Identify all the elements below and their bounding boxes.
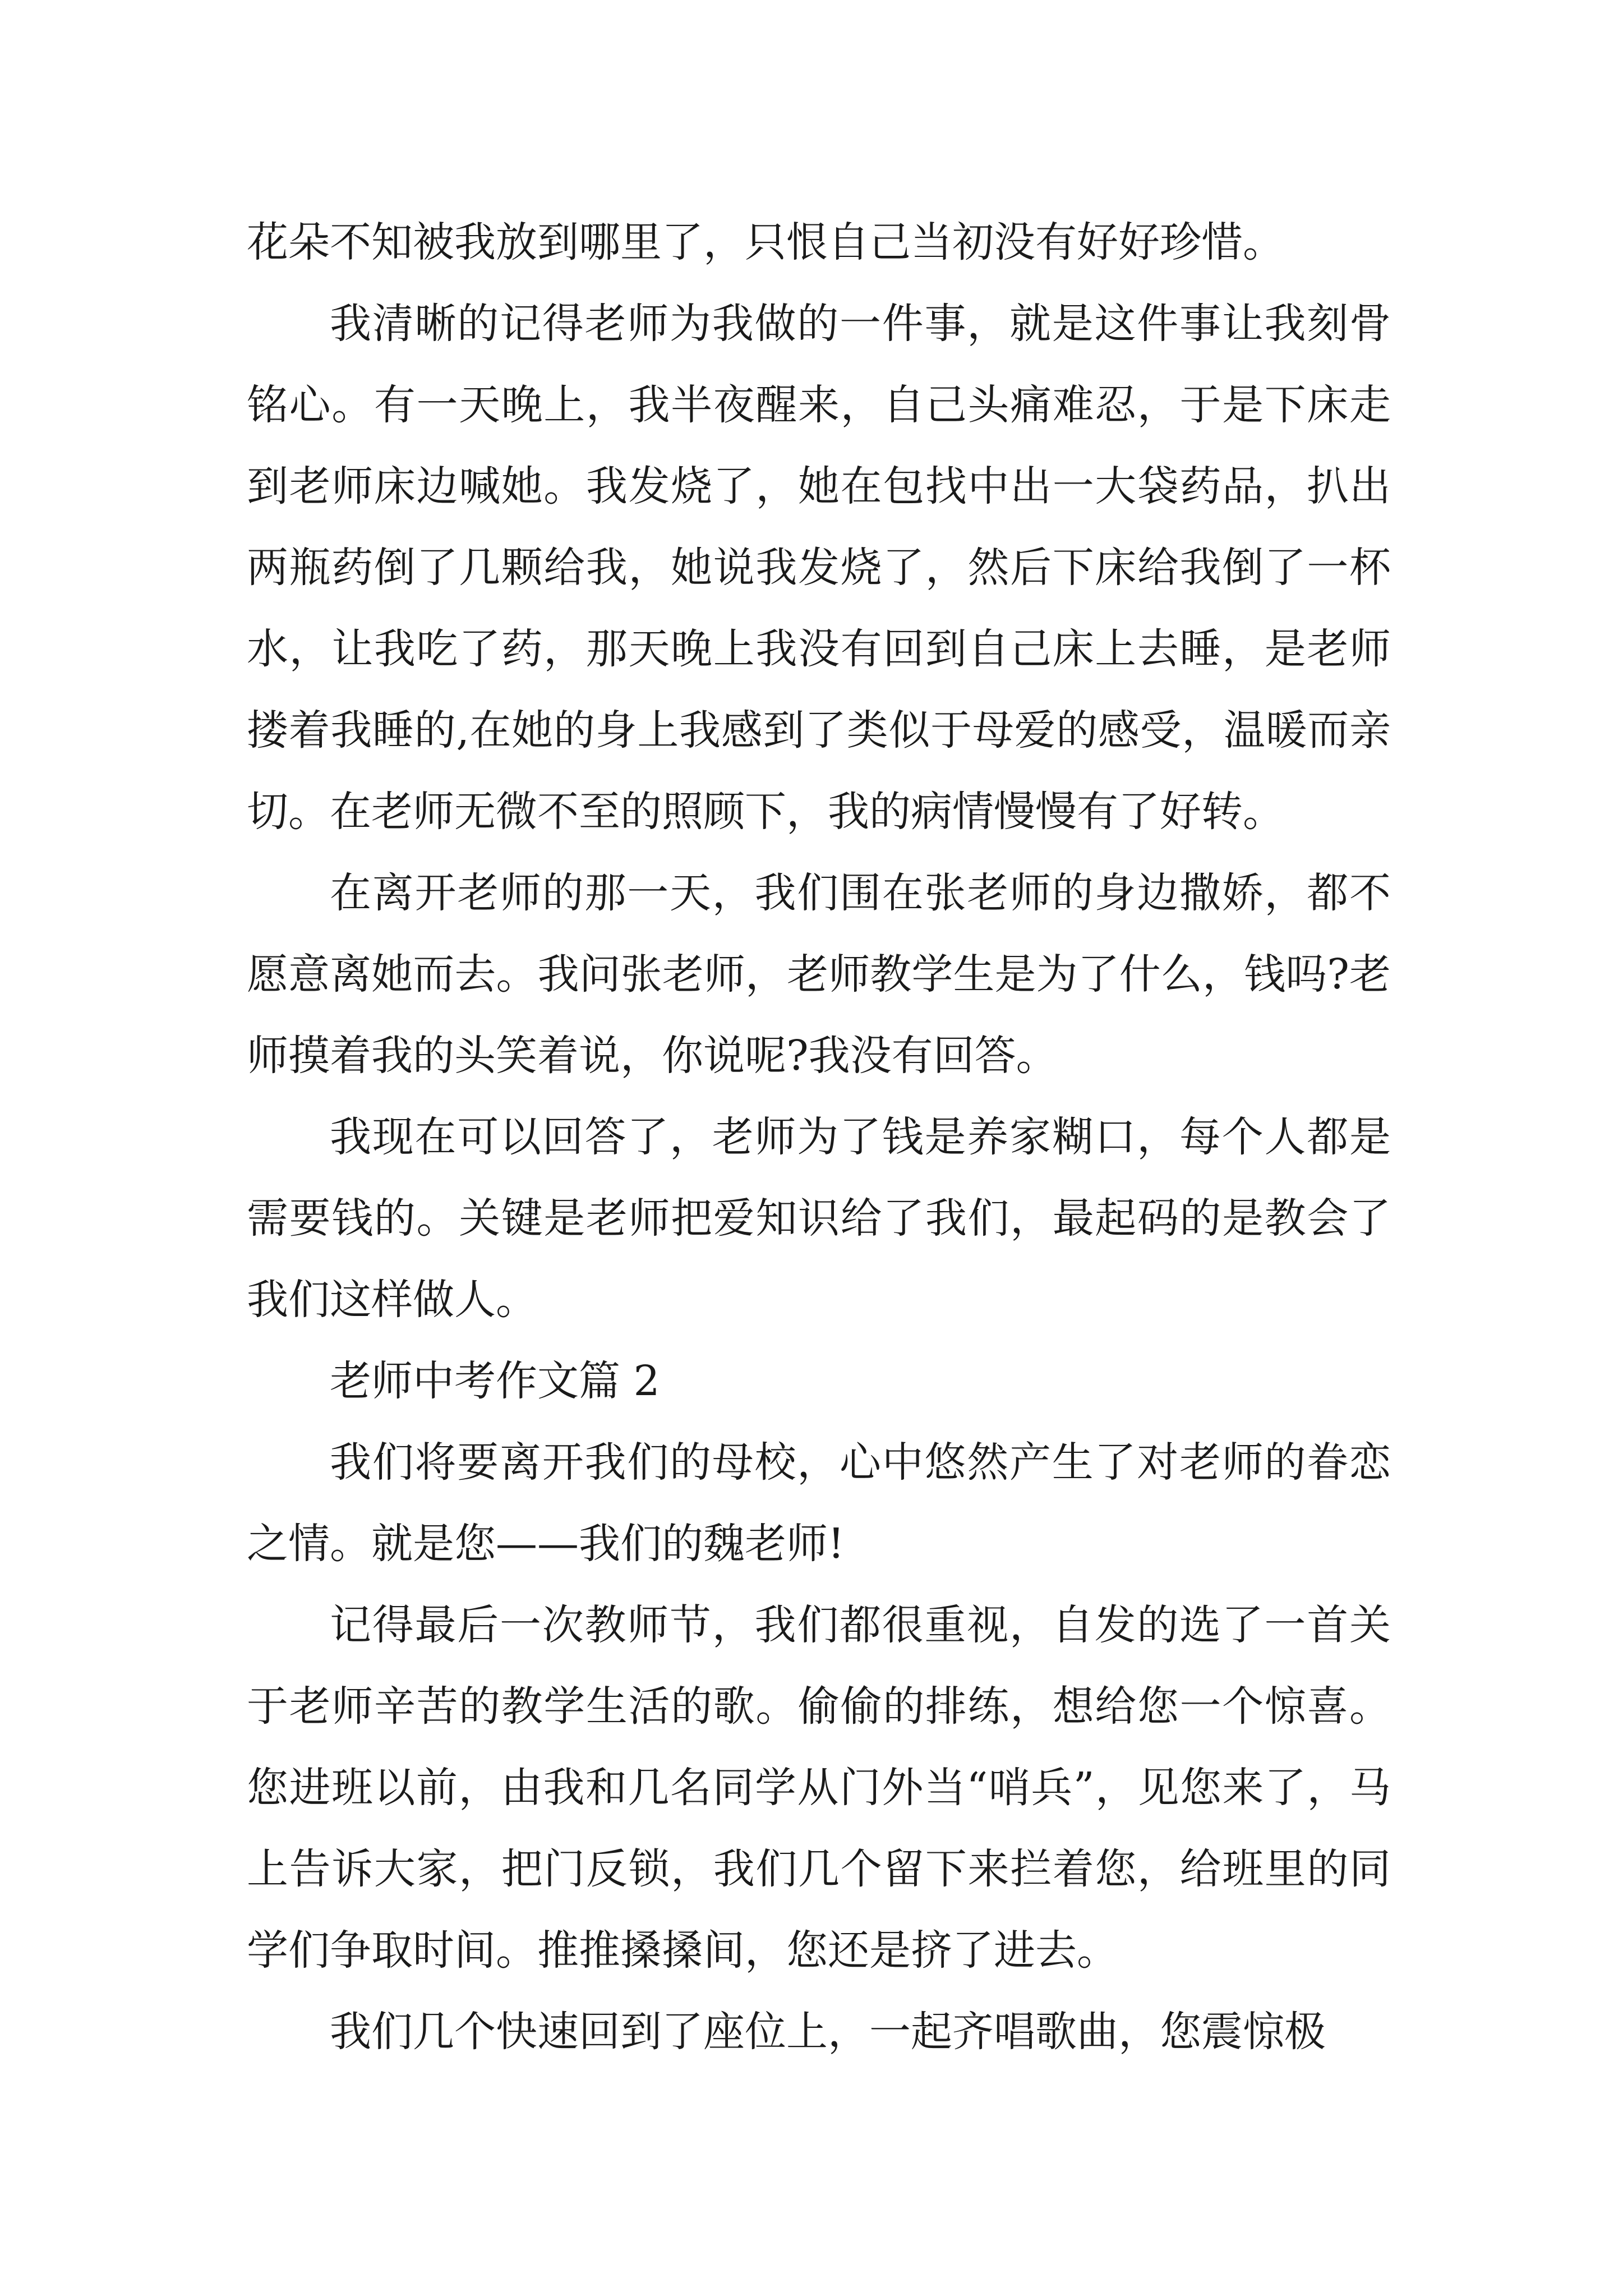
body-text <box>247 202 1391 2073</box>
section-heading: 老师中考作文篇 2 <box>330 1357 660 1405</box>
paragraph-continuation: 花朵不知被我放到哪里了，只恨自己当初没有好好珍惜。 <box>247 218 1284 266</box>
paragraph: 我们几个快速回到了座位上，一起齐唱歌曲，您震惊极 <box>330 2008 1326 2056</box>
paragraph: 我现在可以回答了，老师为了钱是养家糊口，每个人都是需要钱的。关键是老师把爱知识给了我们，最起码的是教会了我们这样做人。 <box>247 1113 1391 1324</box>
paragraph: 在离开老师的那一天，我们围在张老师的身边撒娇，都不愿意离她而去。我问张老师，老师教学生是为了什么，钱吗?老师摸着我的头笑着说，你说呢?我没有回答。 <box>247 869 1391 1080</box>
paragraph: 记得最后一次教师节，我们都很重视，自发的选了一首关于老师辛苦的教学生活的歌。偷偷的排练，想给您一个惊喜。您进班以前，由我和几名同学从门外当“哨兵”，见您来了，马上告诉大家，把门反锁，我们几个留下来拦着您，给班里的同学们争取时间。推推搡搡间，您还是挤了进去。 <box>247 1601 1391 1975</box>
paragraph: 我们将要离开我们的母校，心中悠然产生了对老师的眷恋之情。就是您——我们的魏老师! <box>247 1438 1391 1568</box>
paragraph: 我清晰的记得老师为我做的一件事，就是这件事让我刻骨铭心。有一天晚上，我半夜醒来，自己头痛难忍，于是下床走到老师床边喊她。我发烧了，她在包找中出一大袋药品，扒出两瓶药倒了几颗给我，她说我发烧了，然后下床给我倒了一杯水，让我吃了药，那天晚上我没有回到自己床上去睡，是老师搂着我睡的,在她的身上我感到了类似于母爱的感受，温暖而亲切。在老师无微不至的照顾下，我的病情慢慢有了好转。 <box>247 300 1391 836</box>
